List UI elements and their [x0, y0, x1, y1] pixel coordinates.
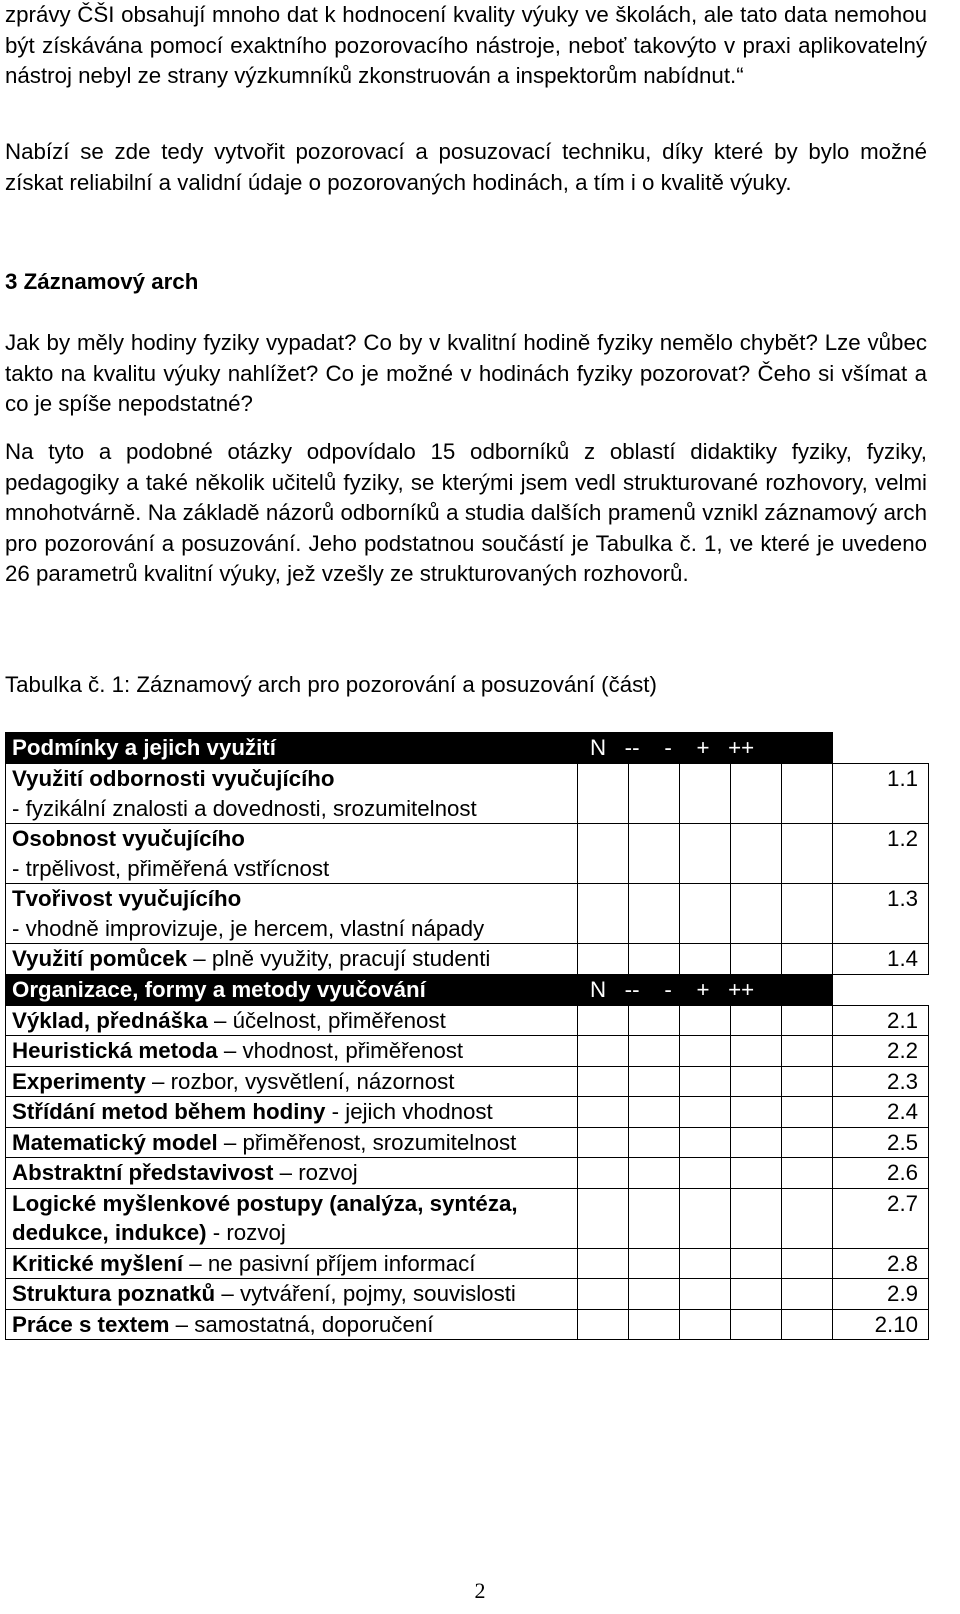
rating-cell[interactable] [782, 944, 833, 975]
rating-cell[interactable] [578, 1036, 629, 1067]
rating-cell[interactable] [629, 1279, 680, 1310]
rating-cell[interactable] [680, 1188, 731, 1248]
rating-cell[interactable] [731, 824, 782, 884]
parameter-description [6, 1036, 578, 1067]
rating-cell[interactable] [629, 944, 680, 975]
rating-cell[interactable] [731, 1248, 782, 1279]
rating-cell[interactable] [629, 1036, 680, 1067]
parameter-number: 2.6 [833, 1158, 929, 1189]
rating-cell[interactable] [731, 764, 782, 824]
parameter-description [6, 1005, 578, 1036]
parameter-detail: – účelnost, přiměřenost [207, 1007, 446, 1033]
rating-cell[interactable] [578, 1188, 629, 1248]
parameter-number: 2.7 [833, 1188, 929, 1248]
parameter-description [6, 1097, 578, 1128]
paragraph-intro: zprávy ČŠI obsahují mnoho dat k hodnocení kvality výuky ve školách, ale tato data nemohou být získávána pomocí exaktního pozorovacího nástroje, neboť takovýto v praxi aplikovatelný nástroj nebyl ze strany výzkumníků zkonstruován a inspektorům nabídnut.“ [5, 2, 927, 88]
parameter-detail: – rozvoj [273, 1160, 358, 1185]
rating-cell[interactable] [731, 884, 782, 944]
rating-cell[interactable] [731, 1279, 782, 1310]
parameter-description [6, 884, 578, 944]
parameter-detail: - jejich vhodnost [325, 1099, 493, 1124]
rating-cell[interactable] [680, 1005, 731, 1036]
rating-cell[interactable] [629, 1158, 680, 1189]
rating-cell[interactable] [782, 1066, 833, 1097]
parameter-row [6, 1248, 929, 1279]
rating-cell[interactable] [731, 1309, 782, 1340]
rating-cell[interactable] [629, 824, 680, 884]
rating-cell[interactable] [680, 1309, 731, 1340]
rating-cell[interactable] [680, 1127, 731, 1158]
paragraph-questions: Jak by měly hodiny fyziky vypadat? Co by v kvalitní hodině fyziky nemělo chybět? Lze vůbec takto na kvalitu výuky nahlížet? Co je možné v hodinách fyziky pozorovat? Čeho si všímat a co je spíše nepodstatné? [5, 330, 927, 416]
rating-cell[interactable] [578, 1279, 629, 1310]
parameter-row [6, 1279, 929, 1310]
rating-cell[interactable] [578, 1066, 629, 1097]
parameter-row [6, 1309, 929, 1340]
parameter-row [6, 824, 929, 884]
section-title: Podmínky a jejich využití [6, 733, 578, 764]
parameter-number: 2.1 [833, 1005, 929, 1036]
paragraph-technique: Nabízí se zde tedy vytvořit pozorovací a posuzovací techniku, díky které by bylo možné získat reliabilní a validní údaje o pozorovaných hodinách, a tím i o kvalitě výuky. [5, 139, 927, 195]
parameter-description [6, 824, 578, 884]
table-caption: Tabulka č. 1: Záznamový arch pro pozorování a posuzování (část) [5, 672, 657, 697]
rating-cell[interactable] [680, 1036, 731, 1067]
parameter-number: 1.2 [833, 824, 929, 884]
rating-cell[interactable] [629, 764, 680, 824]
rating-cell[interactable] [578, 944, 629, 975]
parameter-detail: - trpělivost, přiměřená vstřícnost [12, 855, 330, 881]
rating-cell[interactable] [782, 1279, 833, 1310]
rating-cell[interactable] [782, 1097, 833, 1128]
parameter-number: 2.4 [833, 1097, 929, 1128]
rating-cell[interactable] [680, 1248, 731, 1279]
parameter-detail: – vhodnost, přiměřenost [217, 1038, 464, 1063]
parameter-name: Experimenty [12, 1068, 146, 1094]
page-number: 2 [474, 1578, 486, 1603]
parameter-description [6, 1127, 578, 1158]
parameter-description [6, 1158, 578, 1189]
rating-cell[interactable] [629, 1188, 680, 1248]
parameter-description [6, 944, 578, 975]
section-header-row [6, 733, 929, 764]
rating-cell[interactable] [629, 1005, 680, 1036]
parameter-row [6, 1097, 929, 1128]
rating-cell[interactable] [680, 824, 731, 884]
rating-cell[interactable] [731, 1097, 782, 1128]
rating-cell[interactable] [578, 884, 629, 944]
rating-cell[interactable] [680, 1279, 731, 1310]
rating-cell[interactable] [629, 1248, 680, 1279]
observation-record-table [5, 732, 929, 1340]
rating-cell[interactable] [680, 764, 731, 824]
parameter-number: 1.3 [833, 884, 929, 944]
rating-cell[interactable] [731, 1066, 782, 1097]
rating-cell[interactable] [782, 764, 833, 824]
rating-cell[interactable] [782, 824, 833, 884]
parameter-detail: - vhodně improvizuje, je hercem, vlastní nápady [12, 915, 485, 941]
parameter-name: Heuristická metoda [12, 1038, 218, 1063]
parameter-detail: – plně využity, pracují studenti [187, 946, 491, 971]
rating-cell[interactable] [578, 1248, 629, 1279]
parameter-description [6, 1279, 578, 1310]
parameter-name: Kritické myšlení [12, 1250, 184, 1276]
parameter-row [6, 1188, 929, 1248]
parameter-detail: – rozbor, vysvětlení, názornost [145, 1068, 455, 1094]
rating-cell[interactable] [731, 1127, 782, 1158]
parameter-number: 1.4 [833, 944, 929, 975]
parameter-name: Logické myšlenkové postupy (analýza, syntéza, dedukce, indukce) [12, 1190, 518, 1245]
parameter-name: Tvořivost vyučujícího [12, 886, 242, 911]
rating-cell[interactable] [578, 1127, 629, 1158]
parameter-description [6, 1066, 578, 1097]
parameter-row [6, 884, 929, 944]
parameter-description [6, 1309, 578, 1340]
parameter-row [6, 764, 929, 824]
rating-cell[interactable] [782, 1248, 833, 1279]
rating-cell[interactable] [629, 1127, 680, 1158]
number-column-header [833, 974, 929, 1005]
parameter-detail: - rozvoj [206, 1220, 286, 1245]
parameter-detail: - fyzikální znalosti a dovednosti, srozumitelnost [12, 795, 477, 821]
parameter-name: Využití pomůcek [12, 946, 188, 971]
rating-cell[interactable] [680, 944, 731, 975]
rating-cell[interactable] [782, 1158, 833, 1189]
rating-cell[interactable] [578, 1097, 629, 1128]
parameter-row [6, 1005, 929, 1036]
rating-cell[interactable] [782, 1188, 833, 1248]
rating-cell[interactable] [680, 1158, 731, 1189]
rating-scale-header: N -- - + ++ [578, 733, 833, 764]
parameter-row [6, 1158, 929, 1189]
parameter-name: Práce s textem [12, 1311, 170, 1337]
parameter-number: 2.10 [833, 1309, 929, 1340]
parameter-number: 2.3 [833, 1066, 929, 1097]
rating-cell[interactable] [782, 1127, 833, 1158]
rating-cell[interactable] [578, 764, 629, 824]
parameter-row [6, 1036, 929, 1067]
section-heading: 3 Záznamový arch [5, 269, 199, 294]
rating-scale-header: N -- - + ++ [578, 974, 833, 1005]
section-title: Organizace, formy a metody vyučování [6, 974, 578, 1005]
rating-cell[interactable] [731, 1188, 782, 1248]
rating-cell[interactable] [578, 824, 629, 884]
parameter-number: 2.8 [833, 1248, 929, 1279]
parameter-name: Výklad, přednáška [12, 1007, 208, 1033]
rating-cell[interactable] [578, 1158, 629, 1189]
parameter-name: Struktura poznatků [12, 1281, 216, 1306]
parameter-name: Matematický model [12, 1129, 218, 1155]
rating-cell[interactable] [731, 944, 782, 975]
parameter-detail: – samostatná, doporučení [169, 1311, 434, 1337]
rating-cell[interactable] [782, 1036, 833, 1067]
rating-cell[interactable] [578, 1309, 629, 1340]
rating-cell[interactable] [629, 884, 680, 944]
rating-cell[interactable] [629, 1309, 680, 1340]
parameter-detail: – přiměřenost, srozumitelnost [217, 1129, 517, 1155]
parameter-name: Střídání metod během hodiny [12, 1099, 326, 1124]
rating-cell[interactable] [680, 1066, 731, 1097]
parameter-name: Abstraktní představivost [12, 1160, 274, 1185]
parameter-description [6, 764, 578, 824]
rating-cell[interactable] [782, 1005, 833, 1036]
parameter-number: 2.9 [833, 1279, 929, 1310]
rating-cell[interactable] [680, 884, 731, 944]
parameter-number: 2.5 [833, 1127, 929, 1158]
rating-cell[interactable] [629, 1066, 680, 1097]
parameter-description [6, 1248, 578, 1279]
parameter-name: Využití odbornosti vyučujícího [12, 766, 335, 791]
rating-cell[interactable] [629, 1097, 680, 1128]
parameter-detail: – vytváření, pojmy, souvislosti [215, 1281, 516, 1306]
parameter-description [6, 1188, 578, 1248]
rating-cell[interactable] [731, 1005, 782, 1036]
rating-cell[interactable] [782, 1309, 833, 1340]
parameter-number: 1.1 [833, 764, 929, 824]
parameter-row [6, 1066, 929, 1097]
rating-cell[interactable] [578, 1005, 629, 1036]
number-column-header [833, 733, 929, 764]
parameter-row [6, 944, 929, 975]
parameter-row [6, 1127, 929, 1158]
parameter-number: 2.2 [833, 1036, 929, 1067]
rating-cell[interactable] [782, 884, 833, 944]
parameter-detail: – ne pasivní příjem informací [183, 1250, 476, 1276]
parameter-name: Osobnost vyučujícího [12, 826, 245, 851]
rating-cell[interactable] [731, 1036, 782, 1067]
section-header-row [6, 974, 929, 1005]
rating-cell[interactable] [680, 1097, 731, 1128]
rating-cell[interactable] [731, 1158, 782, 1189]
paragraph-experts: Na tyto a podobné otázky odpovídalo 15 odborníků z oblastí didaktiky fyziky, fyziky, pedagogiky a také několik učitelů fyziky, se kterými jsem vedl strukturované rozhovory, velmi mnohotvárně. Na základě názorů odborníků a studia dalších pramenů vznikl záznamový arch pro pozorování a posuzování. Jeho podstatnou součástí je Tabulka č. 1, ve které je uvedeno 26 parametrů kvalitní výuky, jež vzešly ze strukturovaných rozhovorů. [5, 439, 927, 586]
